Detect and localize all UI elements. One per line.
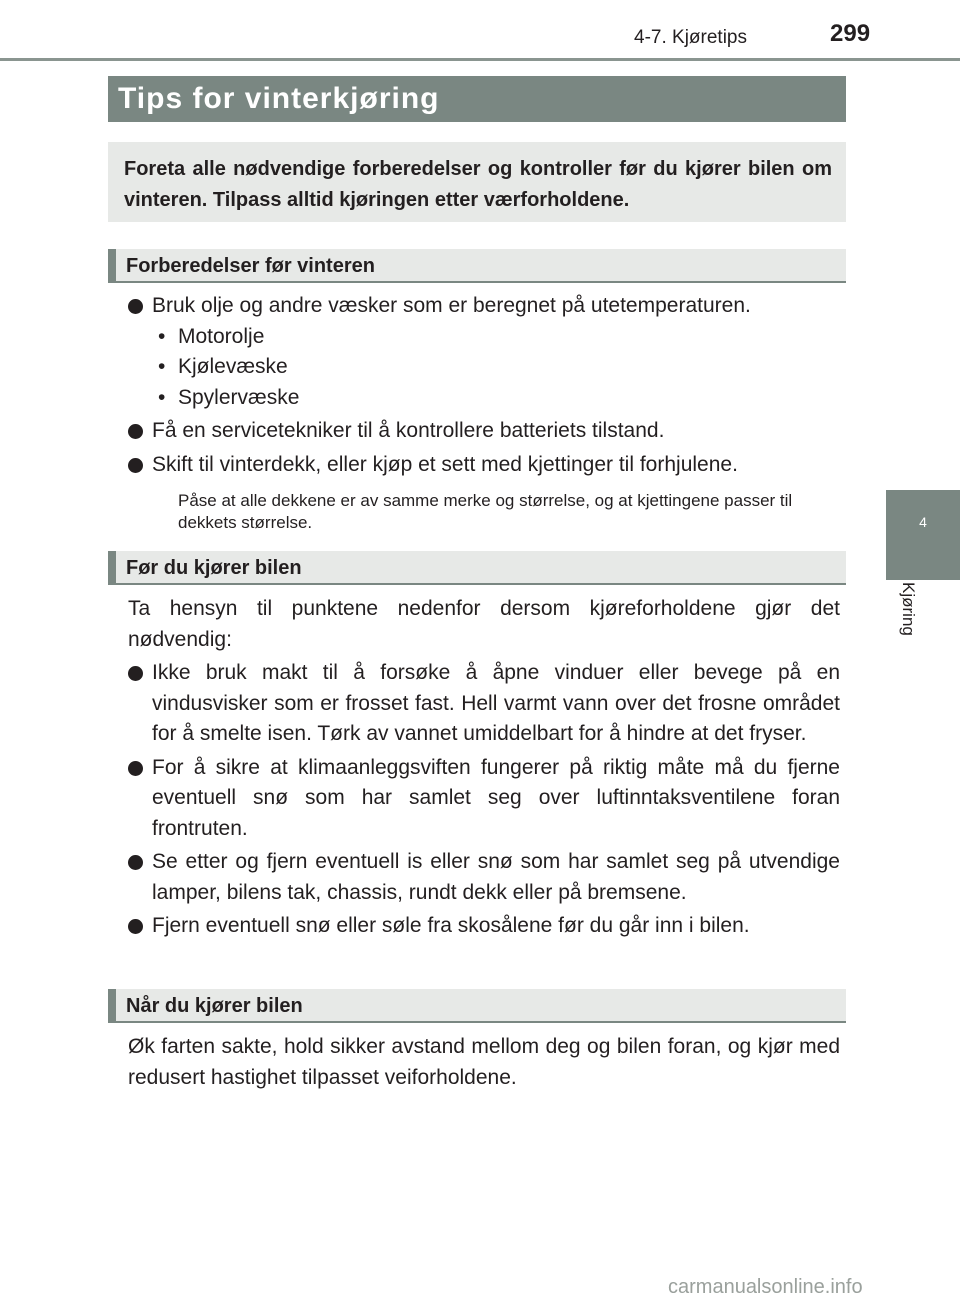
watermark: carmanualsonline.info	[668, 1276, 863, 1298]
tire-note: Påse at alle dekkene er av samme merke og størrelse, og at kjettingene passer til dekkets størrelse.	[178, 491, 793, 532]
driving-advice: Øk farten sakte, hold sikker avstand mellom deg og bilen foran, og kjør med redusert hastighet tilpasset veiforholdene.	[128, 1035, 840, 1089]
list-item: Se etter og fjern eventuell is eller snø som har samlet seg på utvendige lamper, bilens tak, chassis, rundt dekk eller på bremsene.	[128, 847, 840, 908]
section-body-before-driving	[128, 594, 840, 942]
section-reference: 4-7. Kjøretips	[634, 27, 747, 48]
section-intro: Ta hensyn til punktene nedenfor dersom kjøreforholdene gjør det nødvendig:	[128, 597, 840, 651]
section-body-while-driving	[128, 1032, 840, 1093]
chapter-tab	[886, 490, 960, 580]
list-item: Bruk olje og andre væsker som er beregnet på utetemperaturen.	[128, 291, 840, 322]
bullet-icon	[128, 761, 143, 776]
list-item: Skift til vinterdekk, eller kjøp et sett med kjettinger til forhjulene.	[128, 450, 840, 481]
list-item: Få en servicetekniker til å kontrollere batteriets tilstand.	[128, 416, 840, 447]
list-item: For å sikre at klimaanleggsviften fungerer på riktig måte må du fjerne eventuell snø som har samlet seg over luftinntaksventilene foran frontruten.	[128, 753, 840, 845]
bullet-icon	[128, 299, 143, 314]
section-heading-before-driving: Før du kjører bilen	[108, 551, 846, 585]
bullet-icon	[128, 458, 143, 473]
page-title: Tips for vinterkjøring	[108, 76, 846, 122]
chapter-label: Kjøring	[899, 582, 918, 636]
bullet-icon	[128, 919, 143, 934]
sub-bullet-icon: •	[158, 355, 166, 378]
list-item: Fjern eventuell snø eller søle fra skosålene før du går inn i bilen.	[128, 911, 840, 942]
bullet-icon	[128, 855, 143, 870]
intro-box: Foreta alle nødvendige forberedelser og kontroller før du kjører bilen om vinteren. Tilpass alltid kjøringen etter værforholdene.	[108, 142, 846, 222]
section-body-before-winter	[128, 291, 840, 534]
section-heading-while-driving: Når du kjører bilen	[108, 989, 846, 1023]
sub-list-item: • Spylervæske	[128, 383, 840, 414]
sub-list-item: • Motorolje	[128, 322, 840, 353]
bullet-icon	[128, 424, 143, 439]
sub-bullet-icon: •	[158, 385, 166, 409]
bullet-icon	[128, 666, 143, 681]
chapter-number: 4	[919, 514, 927, 530]
list-item: Ikke bruk makt til å forsøke å åpne vinduer eller bevege på en vindusvisker som er frosset fast. Hell varmt vann over det frosne området for å smelte isen. Tørk av vannet umiddelbart for å hindre at det fryser.	[128, 658, 840, 750]
page-number: 299	[830, 20, 871, 47]
section-heading-before-winter: Forberedelser før vinteren	[108, 249, 846, 283]
sub-bullet-icon: •	[158, 324, 166, 348]
header-rule	[0, 58, 960, 61]
sub-list-item: • Kjølevæske	[128, 352, 840, 383]
